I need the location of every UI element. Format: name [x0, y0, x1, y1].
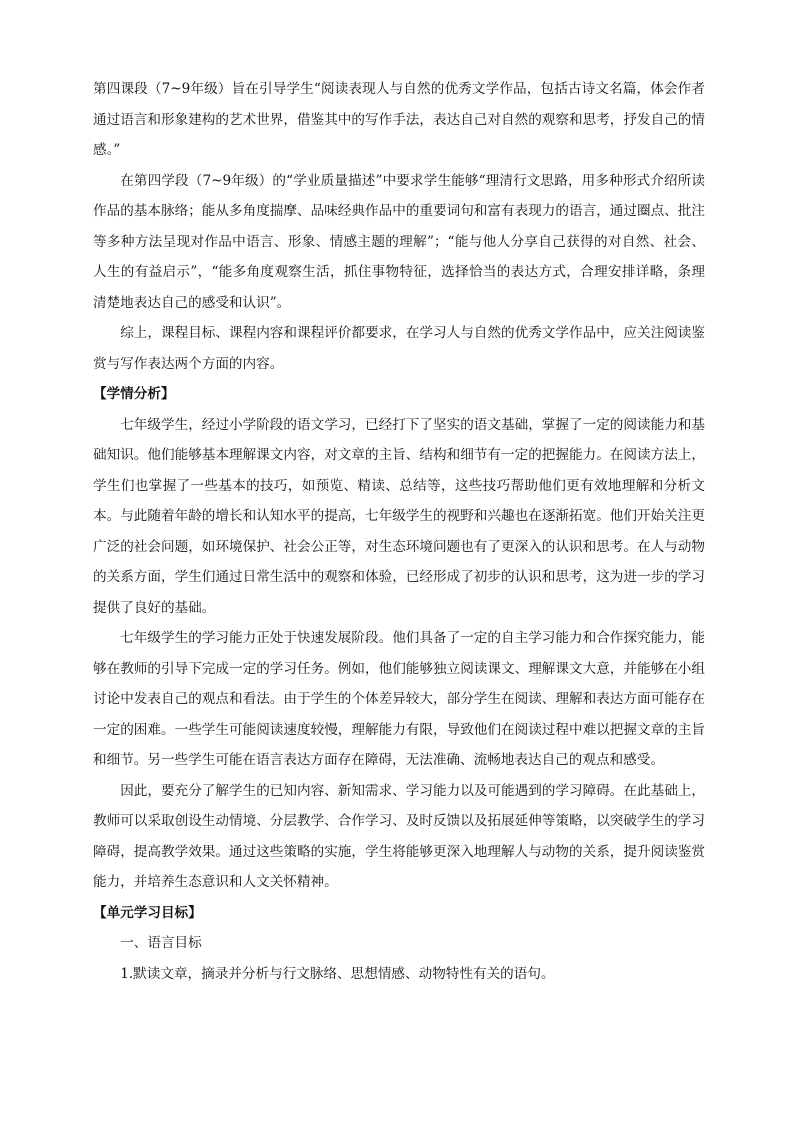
heading-unit-objectives: 【单元学习目标】 — [93, 904, 202, 921]
heading-language-objective: 一、语言目标 — [120, 935, 202, 951]
paragraph-learner-ability: 七年级学生的学习能力正处于快速发展阶段。他们具备了一定的自主学习能力和合作探究能力，能够在教师的引导下完成一定的学习任务。例如，他们能够独立阅读课文、理解课文大意，并能够在小组讨论中发表自己的观点和看法。由于学生的个体差异较大，部分学生在阅读、理解和表达方面可能存在一定的困难。一些学生可能阅读速度较慢，理解能力有限，导致他们在阅读过程中难以把握文章的主旨和细节。另一些学生可能在语言表达方面存在障碍，无法准确、流畅地表达自己的观点和感受。 — [93, 630, 705, 768]
paragraph-learner-foundation: 七年级学生，经过小学阶段的语文学习，已经打下了坚实的语文基础，掌握了一定的阅读能力和基础知识。他们能够基本理解课文内容，对文章的主旨、结构和细节有一定的把握能力。在阅读方法上，学生们也掌握了一些基本的技巧，如预览、精读、总结等，这些技巧帮助他们更有效地理解和分析文本。与此随着年龄的增长和认知水平的提高，七年级学生的视野和兴趣也在逐渐拓宽。他们开始关注更广泛的社会问题，如环境保护、社会公正等，对生态环境问题也有了更深入的认识和思考。在人与动物的关系方面，学生们通过日常生活中的观察和体验，已经形成了初步的认识和思考，这为进一步的学习提供了良好的基础。 — [93, 416, 705, 616]
heading-learner-analysis: 【学情分析】 — [93, 386, 175, 402]
paragraph-stage-goal: 第四课段（7~9年级）旨在引导学生“阅读表现人与自然的优秀文学作品，包括古诗文名篇，体会作者通过语言和形象建构的艺术世界，借鉴其中的写作手法，表达自己对自然的观察和思考，抒发自己的情感。” — [93, 81, 705, 158]
paragraph-summary: 综上，课程目标、课程内容和课程评价都要求，在学习人与自然的优秀文学作品中，应关注阅读鉴赏与写作表达两个方面的内容。 — [93, 325, 705, 372]
document-body — [93, 74, 705, 989]
paragraph-quality-description: 在第四学段（7~9年级）的“学业质量描述”中要求学生能够“理清行文思路，用多种形式介绍所读作品的基本脉络；能从多角度揣摩、品味经典作品中的重要词句和富有表现力的语言，通过圈点、批注等多种方法呈现对作品中语言、形象、情感主题的理解”；“能与他人分享自己获得的对自然、社会、人生的有益启示”，“能多角度观察生活，抓住事物特征，选择恰当的表达方式，合理安排详略，条理清楚地表达自己的感受和认识”。 — [93, 172, 705, 311]
paragraph-teaching-strategy: 因此，要充分了解学生的已知内容、新知需求、学习能力以及可能遇到的学习障碍。在此基础上，教师可以采取创设生动情境、分层教学、合作学习、及时反馈以及拓展延伸等策略，以突破学生的学习障碍，提高教学效果。通过这些策略的实施，学生将能够更深入地理解人与动物的关系，提升阅读鉴赏能力，并培养生态意识和人文关怀精神。 — [93, 782, 705, 890]
paragraph-objective-1: 1.默读文章，摘录并分析与行文脉络、思想情感、动物特性有关的语句。 — [120, 965, 555, 982]
